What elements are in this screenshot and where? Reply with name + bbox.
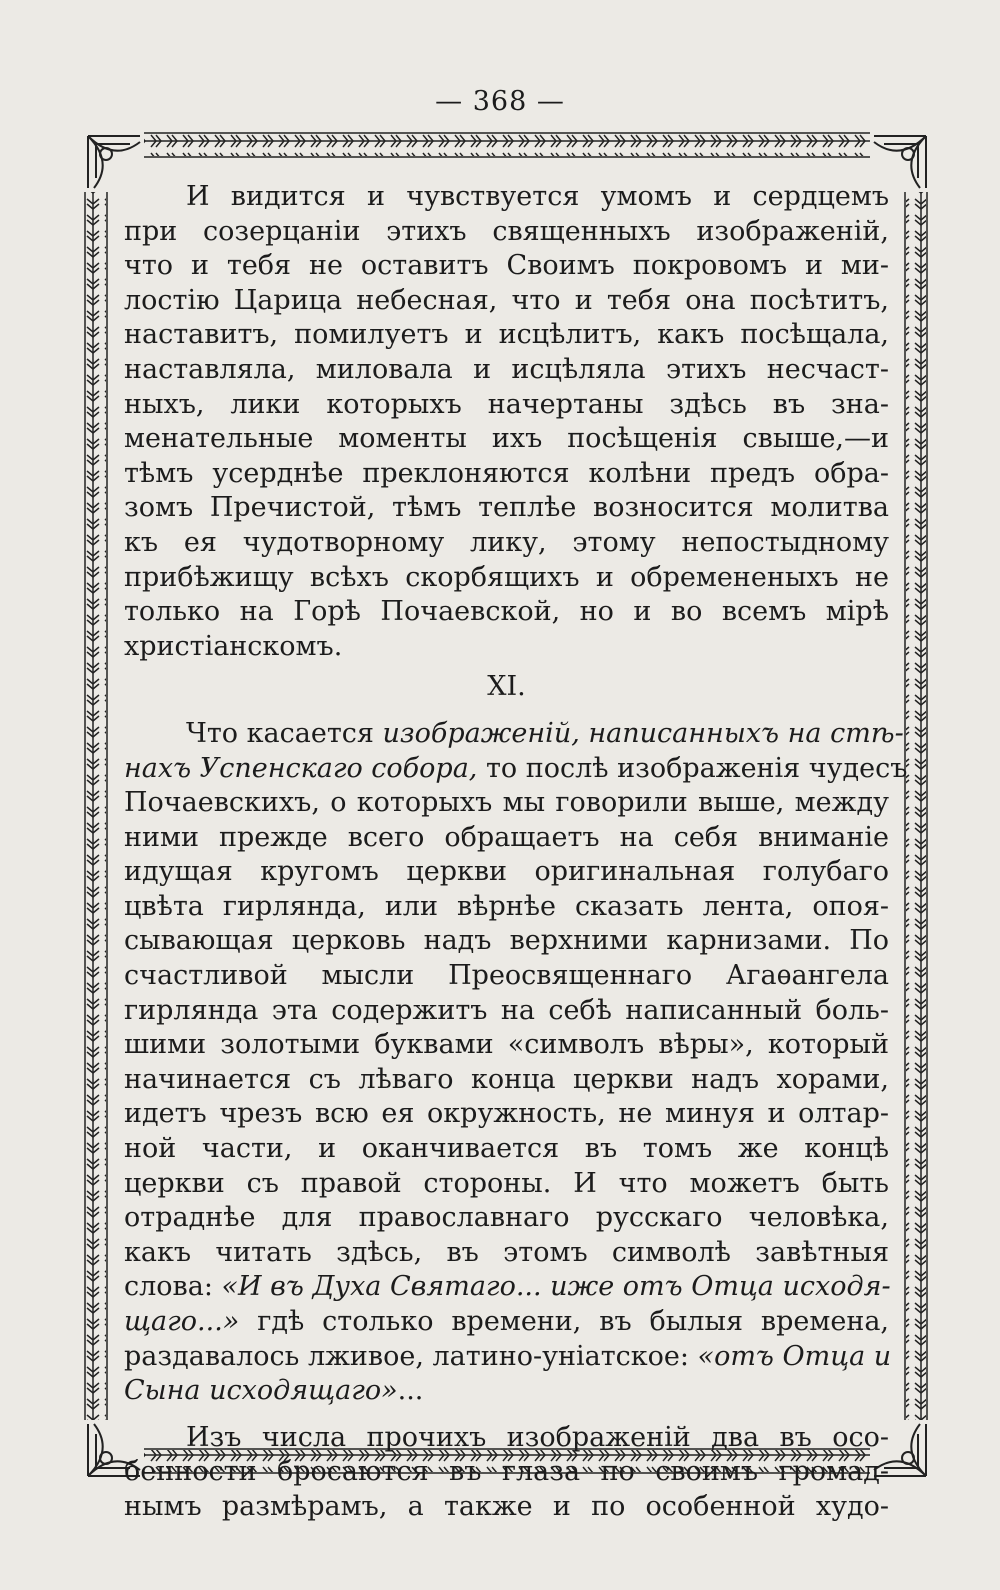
text-line: отраднѣе для православнаго русскаго человѣка, [124, 1202, 889, 1234]
section-heading: XI. [487, 671, 526, 703]
italic-run: щаго...» [124, 1306, 240, 1337]
text-line: ной части, и оканчивается въ томъ же концѣ [124, 1133, 889, 1165]
text-line: наставитъ, помилуетъ и исцѣлитъ, какъ посѣщала, [124, 319, 889, 351]
text-line [124, 1374, 889, 1409]
text-line: тѣмъ усерднѣе преклоняются колѣни предъ обра- [124, 457, 889, 489]
text-line: менательные моменты ихъ посѣщенія свыше,—и [124, 423, 889, 455]
text-run: раздавалось лживое, латино-уніатское: [124, 1340, 698, 1372]
text-line: счастливой мысли Преосвященнаго Агаѳангела [124, 960, 889, 992]
text-line: при созерцаніи этихъ священныхъ изображеній, [124, 215, 889, 247]
text-line: бенности бросаются въ глаза по своимъ громад- [124, 1456, 889, 1488]
text-line: идущая кругомъ церкви оригинальная голубаго [124, 856, 889, 888]
text-run: то послѣ изображенія чудесъ [477, 752, 908, 784]
text-line: только на Горѣ Почаевской, но и во всемъ мірѣ [124, 596, 889, 628]
text-line: прибѣжищу всѣхъ скорбящихъ и обремененыхъ не [124, 561, 889, 593]
text-run: слова: [124, 1271, 222, 1303]
text-line [124, 752, 908, 787]
text-line: лостію Царица небесная, что и тебя она посѣтитъ, [124, 284, 889, 316]
italic-run: «И въ Духа Святаго... иже отъ Отца исходя- [221, 1271, 891, 1303]
text-line: какъ читать здѣсь, въ этомъ символѣ завѣтныя [124, 1236, 889, 1268]
italic-run: изображеній, написанныхъ на стѣ- [382, 717, 904, 749]
text-line [124, 1305, 889, 1340]
text-line: сывающая церковь надъ верхними карнизами. По [124, 925, 889, 957]
main-text [124, 180, 908, 1525]
text-line: что и тебя не оставитъ Своимъ покровомъ и ми- [124, 250, 889, 282]
text-line: цвѣта гирлянда, или вѣрнѣе сказать лента, опоя- [124, 890, 889, 922]
italic-run: нахъ Успенскаго собора, [124, 752, 478, 784]
italic-run: «отъ Отца и [697, 1340, 892, 1372]
text-line: къ ея чудотворному лику, этому непостыдному [124, 526, 889, 558]
text-line: Изъ числа прочихъ изображеній два въ осо- [186, 1421, 889, 1453]
text-line: зомъ Пречистой, тѣмъ теплѣе возносится молитва [124, 492, 889, 524]
text-line [124, 717, 904, 752]
text-line: гирлянда эта содержитъ на себѣ написанный боль- [124, 994, 889, 1026]
text-line: Почаевскихъ, о которыхъ мы говорили выше, между [124, 787, 889, 819]
text-line [124, 1340, 892, 1375]
text-line: христіанскомъ. [124, 630, 343, 662]
text-line: наставляла, миловала и исцѣляла этихъ несчаст- [124, 353, 889, 385]
text-run: Что касается [186, 717, 383, 749]
text-line: церкви съ правой стороны. И что можетъ быть [124, 1167, 889, 1199]
text-run: гдѣ столько времени, въ былыя времена, [239, 1306, 889, 1337]
text-line: ныхъ, лики которыхъ начертаны здѣсь въ зна- [124, 388, 889, 420]
text-run: ... [397, 1375, 424, 1407]
text-line: шими золотыми буквами «символъ вѣры», который [124, 1029, 889, 1061]
text-line [124, 1270, 889, 1305]
text-line: И видится и чувствуется умомъ и сердцемъ [186, 181, 889, 212]
text-line: идетъ чрезъ всю ея окружность, не минуя и олтар- [124, 1098, 889, 1130]
text-line: ними прежде всего обращаетъ на себя вниманіе [124, 821, 889, 853]
text-line: начинается съ лѣваго конца церкви надъ хорами, [124, 1063, 889, 1095]
italic-run: Сына исходящаго» [124, 1375, 398, 1407]
text-line: нымъ размѣрамъ, а также и по особенной худо- [124, 1490, 889, 1522]
page-number: — 368 — [435, 86, 565, 117]
